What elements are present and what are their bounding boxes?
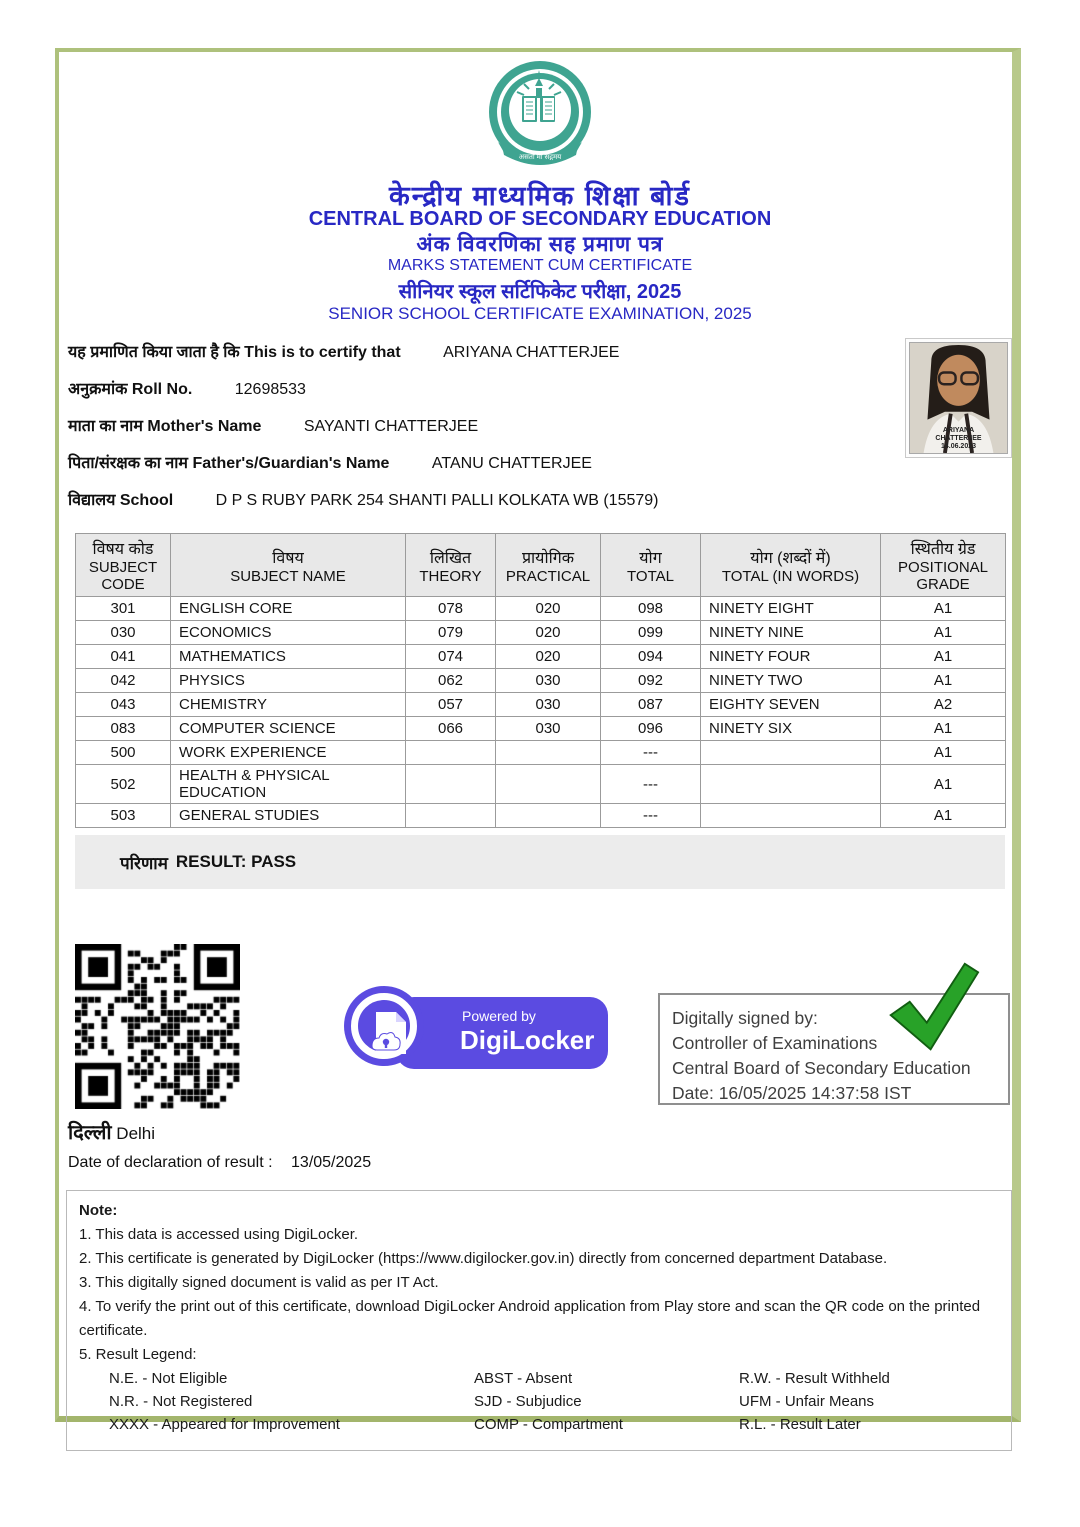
declaration-label: Date of declaration of result :	[68, 1154, 273, 1171]
digilocker-powered-by: Powered by	[462, 1008, 536, 1024]
note-item-5: 5. Result Legend:	[79, 1346, 197, 1363]
result-label-hindi: परिणाम	[120, 853, 168, 873]
school-label-english: School	[119, 492, 174, 509]
col-subject-code: विषय कोड SUBJECT CODE	[76, 534, 171, 597]
legend-item: R.W. - Result Withheld	[739, 1370, 890, 1387]
note-item-4: 4. To verify the print out of this certificate, download DigiLocker Android application from Play store and scan the QR code on the printed certificate.	[79, 1298, 981, 1339]
result-band	[75, 835, 1005, 889]
note-item-1: 1. This data is accessed using DigiLocker.	[79, 1226, 359, 1243]
father-name: ATANU CHATTERJEE	[431, 455, 592, 472]
student-photo-image	[909, 342, 1008, 454]
mother-line	[68, 414, 478, 436]
legend-item: UFM - Unfair Means	[739, 1393, 875, 1410]
legend-item: ABST - Absent	[474, 1370, 573, 1387]
certify-line	[68, 340, 619, 362]
marks-table-header-row	[76, 534, 1006, 597]
roll-label-hindi: अनुक्रमांक	[68, 381, 128, 398]
legend-item: SJD - Subjudice	[474, 1393, 582, 1410]
exam-title-english: SENIOR SCHOOL CERTIFICATE EXAMINATION, 2025	[328, 304, 752, 323]
signature-line-4: Date: 16/05/2025 14:37:58 IST	[672, 1083, 912, 1103]
photo-caption-name1: ARIYANA	[942, 427, 975, 434]
logo-motto-text: असतो मा सद्गमय	[518, 154, 562, 161]
father-label-english: Father's/Guardian's Name	[192, 455, 390, 472]
legend-item: R.L. - Result Later	[739, 1416, 861, 1433]
exam-title-hindi: सीनियर स्कूल सर्टिफिकेट परीक्षा, 2025	[398, 281, 682, 303]
result-value: RESULT: PASS	[175, 852, 297, 871]
table-row: 503 GENERAL STUDIES --- A1	[76, 804, 1006, 828]
col-total-words: योग (शब्दों में) TOTAL (IN WORDS)	[701, 534, 881, 597]
qr-code	[75, 944, 240, 1109]
photo-caption-date: 14.06.2023	[940, 443, 977, 450]
legend-item: N.R. - Not Registered	[109, 1393, 253, 1410]
table-row: 030 ECONOMICS 079 020 099 NINETY NINE A1	[76, 621, 1006, 645]
digilocker-name: DigiLocker	[460, 1025, 595, 1055]
place-hindi: दिल्ली	[68, 1122, 112, 1144]
note-box	[66, 1190, 1012, 1451]
signature-line-1: Digitally signed by:	[672, 1008, 818, 1028]
school-name: D P S RUBY PARK 254 SHANTI PALLI KOLKATA WB (15579)	[215, 492, 659, 509]
father-label-hindi: पिता/संरक्षक का नाम	[68, 455, 188, 472]
col-practical: प्रायोगिक PRACTICAL	[496, 534, 601, 597]
photo-caption-name2: CHATTERJEE	[935, 435, 982, 442]
verified-checkmark-icon	[885, 960, 980, 1055]
note-item-2: 2. This certificate is generated by DigiLocker (https://www.digilocker.gov.in) directly from concerned department Database.	[79, 1250, 888, 1267]
note-item-3: 3. This digitally signed document is valid as per IT Act.	[79, 1274, 439, 1291]
cbse-logo	[484, 60, 596, 174]
org-name-english: CENTRAL BOARD OF SECONDARY EDUCATION	[308, 208, 772, 230]
mother-name: SAYANTI CHATTERJEE	[303, 418, 479, 435]
mother-label-english: Mother's Name	[147, 418, 262, 435]
table-row: 041 MATHEMATICS 074 020 094 NINETY FOUR A1	[76, 645, 1006, 669]
col-total: योग TOTAL	[601, 534, 701, 597]
table-row: 502 HEALTH & PHYSICAL EDUCATION --- A1	[76, 765, 1006, 804]
certify-label-english: This is to certify that	[244, 344, 401, 361]
col-theory: लिखित THEORY	[406, 534, 496, 597]
photo-caption	[910, 427, 1007, 451]
place-line	[68, 1118, 155, 1145]
signature-line-3: Central Board of Secondary Education	[672, 1058, 971, 1078]
digilocker-badge	[344, 986, 610, 1080]
school-label-hindi: विद्यालय	[68, 492, 116, 509]
legend-item: N.E. - Not Eligible	[109, 1370, 228, 1387]
col-positional-grade: स्थितीय ग्रेड POSITIONAL GRADE	[881, 534, 1006, 597]
doc-title-english: MARKS STATEMENT CUM CERTIFICATE	[387, 257, 693, 274]
table-row: 083 COMPUTER SCIENCE 066 030 096 NINETY SIX A1	[76, 717, 1006, 741]
col-subject-name: विषय SUBJECT NAME	[171, 534, 406, 597]
roll-label-english: Roll No.	[131, 381, 193, 398]
roll-number: 12698533	[234, 381, 306, 398]
table-row: 301 ENGLISH CORE 078 020 098 NINETY EIGHT A1	[76, 597, 1006, 621]
father-line	[68, 451, 592, 473]
table-row: 500 WORK EXPERIENCE --- A1	[76, 741, 1006, 765]
marks-section	[75, 533, 1005, 889]
org-name-hindi: केन्द्रीय माध्यमिक शिक्षा बोर्ड	[389, 181, 691, 211]
table-row: 042 PHYSICS 062 030 092 NINETY TWO A1	[76, 669, 1006, 693]
declaration-line	[68, 1154, 371, 1172]
doc-title-hindi: अंक विवरणिका सह प्रमाण पत्र	[416, 233, 664, 256]
student-photo	[905, 338, 1012, 458]
marks-table	[75, 533, 1006, 828]
note-title: Note:	[79, 1202, 118, 1219]
table-row: 043 CHEMISTRY 057 030 087 EIGHTY SEVEN A2	[76, 693, 1006, 717]
declaration-date: 13/05/2025	[291, 1154, 372, 1171]
place-english: Delhi	[116, 1124, 156, 1143]
student-name: ARIYANA CHATTERJEE	[443, 344, 620, 361]
school-line	[68, 488, 659, 510]
roll-line	[68, 377, 306, 399]
logo-country-text: भारत	[531, 126, 549, 136]
digilocker-document-icon	[368, 1010, 414, 1056]
mother-label-hindi: माता का नाम	[68, 418, 143, 435]
legend-item: COMP - Compartment	[474, 1416, 623, 1433]
signature-line-2: Controller of Examinations	[672, 1033, 878, 1053]
legend-item: XXXX - Appeared for Improvement	[109, 1416, 340, 1433]
certify-label-hindi: यह प्रमाणित किया जाता है कि	[68, 344, 240, 361]
result-legend	[109, 1367, 999, 1436]
